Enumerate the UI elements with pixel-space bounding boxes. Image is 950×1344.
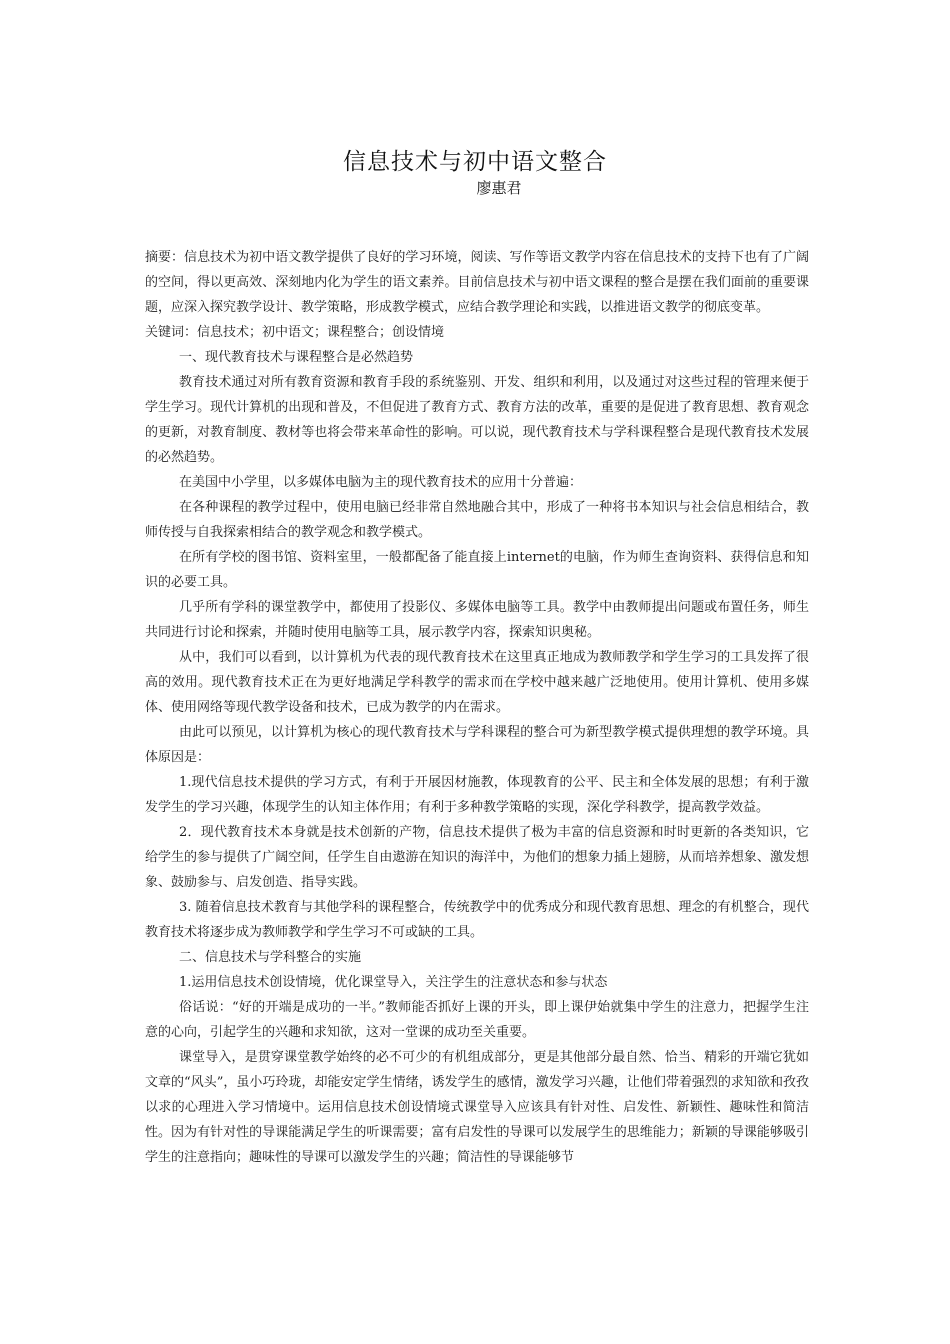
body-paragraph: 几乎所有学科的课堂教学中，都使用了投影仪、多媒体电脑等工具。教学中由教师提出问题或布置任务，师生共同进行讨论和探索，并随时使用电脑等工具，展示教学内容，探索知识奥秘。 <box>145 600 809 640</box>
keywords-line: 关键词：信息技术；初中语文；课程整合；创设情境 <box>145 325 445 340</box>
list-paragraph-1: 1.现代信息技术提供的学习方式，有利于开展因材施教，体现教育的公平、民主和全体发展的思想；有利于激发学生的学习兴趣，体现学生的认知主体作用；有利于多种教学策略的实现，深化学科教学，提高教学效益。 <box>145 775 809 815</box>
body-paragraph: 在所有学校的图书馆、资料室里，一般都配备了能直接上internet的电脑，作为师生查询资料、获得信息和知识的必要工具。 <box>145 550 809 590</box>
document-body <box>145 245 809 1170</box>
body-paragraph: 在美国中小学里，以多媒体电脑为主的现代教育技术的应用十分普遍： <box>179 475 583 490</box>
list-paragraph-3: 3. 随着信息技术教育与其他学科的课程整合，传统教学中的优秀成分和现代教育思想、理念的有机整合，现代教育技术将逐步成为教师教学和学生学习不可或缺的工具。 <box>145 900 809 940</box>
list-paragraph-2: 2．现代教育技术本身就是技术创新的产物，信息技术提供了极为丰富的信息资源和时时更新的各类知识，它给学生的参与提供了广阔空间，任学生自由遨游在知识的海洋中，为他们的想象力插上翅膀，从而培养想象、激发想象、鼓励参与、启发创造、指导实践。 <box>145 825 809 890</box>
body-paragraph: 由此可以预见，以计算机为核心的现代教育技术与学科课程的整合可为新型教学模式提供理想的教学环境。具体原因是： <box>145 725 809 765</box>
body-paragraph: 课堂导入，是贯穿课堂教学始终的必不可少的有机组成部分，更是其他部分最自然、恰当、精彩的开端它犹如文章的“风头”，虽小巧玲珑，却能安定学生情绪，诱发学生的感情，激发学习兴趣，让他们带着强烈的求知欲和孜孜以求的心理进入学习情境中。运用信息技术创设情境式课堂导入应该具有针对性、启发性、新颖性、趣味性和简洁性。因为有针对性的导课能满足学生的听课需要；富有启发性的导课可以发展学生的思维能力；新颖的导课能够吸引学生的注意指向；趣味性的导课可以激发学生的兴趣；简洁性的导课能够节 <box>145 1050 809 1165</box>
document-title: 信息技术与初中语文整合 <box>343 149 607 175</box>
body-paragraph: 从中，我们可以看到，以计算机为代表的现代教育技术在这里真正地成为教师教学和学生学习的工具发挥了很高的效用。现代教育技术正在为更好地满足学科教学的需求而在学校中越来越广泛地使用。使用计算机、使用多媒体、使用网络等现代教学设备和技术，已成为教学的内在需求。 <box>145 650 809 715</box>
body-paragraph: 俗话说：“好的开端是成功的一半。”教师能否抓好上课的开头，即上课伊始就集中学生的注意力，把握学生注意的心向，引起学生的兴趣和求知欲，这对一堂课的成功至关重要。 <box>145 1000 809 1040</box>
document-author: 廖惠君 <box>476 179 522 197</box>
section-heading-2: 二、信息技术与学科整合的实施 <box>179 950 362 965</box>
section-heading-1: 一、现代教育技术与课程整合是必然趋势 <box>179 350 414 365</box>
abstract-paragraph: 摘要：信息技术为初中语文教学提供了良好的学习环境，阅读、写作等语文教学内容在信息技术的支持下也有了广阔的空间，得以更高效、深刻地内化为学生的语文素养。目前信息技术与初中语文课程的整合是摆在我们面前的重要课题，应深入探究教学设计、教学策略，形成教学模式，应结合教学理论和实践，以推进语文教学的彻底变革。 <box>145 250 809 315</box>
body-paragraph: 在各种课程的教学过程中，使用电脑已经非常自然地融合其中，形成了一种将书本知识与社会信息相结合，教师传授与自我探索相结合的教学观念和教学模式。 <box>145 500 809 540</box>
subsection-heading-1: 1.运用信息技术创设情境，优化课堂导入，关注学生的注意状态和参与状态 <box>179 975 608 990</box>
body-paragraph: 教育技术通过对所有教育资源和教育手段的系统鉴别、开发、组织和利用，以及通过对这些过程的管理来便于学生学习。现代计算机的出现和普及，不但促进了教育方式、教育方法的改革，重要的是促进了教育思想、教育观念的更新，对教育制度、教材等也将会带来革命性的影响。可以说，现代教育技术与学科课程整合是现代教育技术发展的必然趋势。 <box>145 375 809 465</box>
